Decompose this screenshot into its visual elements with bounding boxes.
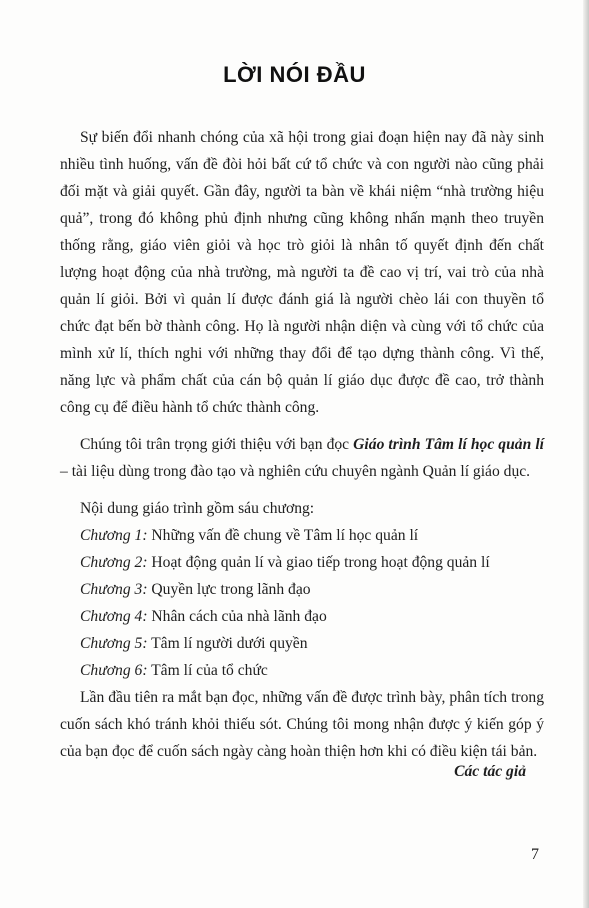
- chapter-label: Chương 1:: [80, 527, 148, 544]
- paragraph-introduction-book: [60, 431, 544, 485]
- paragraph-intro: Sự biến đổi nhanh chóng của xã hội trong giai đoạn hiện nay đã này sinh nhiều tình huống, vấn đề đòi hỏi bất cứ tổ chức và con người nào cũng phải đối mặt và giải quyết. Gần đây, người ta bàn về khái niệm “nhà trường hiệu quả”, trong đó không phủ định nhưng cũng không nhấn mạnh theo truyền thống rằng, giáo viên giỏi và học trò giỏi là nhân tố quyết định đến chất lượng hoạt động của nhà trường, mà người ta đề cao vị trí, vai trò của nhà quản lí giỏi. Bởi vì quản lí được đánh giá là người chèo lái con thuyền tổ chức đạt bến bờ thành công. Họ là người nhận diện và cùng với tổ chức của mình xử lí, thích nghi với những thay đổi để tạo dựng thành công. Vì thế, năng lực và phẩm chất của cán bộ quản lí giáo dục được đề cao, trở thành công cụ để điều hành tổ chức thành công.: [60, 129, 544, 416]
- chapter-label: Chương 4:: [80, 608, 148, 625]
- paragraph-closing: Lần đầu tiên ra mắt bạn đọc, những vấn đề được trình bày, phân tích trong cuốn sách khó tránh khỏi thiếu sót. Chúng tôi mong nhận được ý kiến góp ý của bạn đọc để cuốn sách ngày càng hoàn thiện hơn khi có điều kiện tái bản.: [60, 689, 544, 760]
- chapter-item: [80, 630, 544, 657]
- page-number: 7: [531, 846, 539, 863]
- chapter-title: Tâm lí người dưới quyền: [147, 635, 308, 652]
- chapter-item: [80, 576, 544, 603]
- signature: Các tác giả: [454, 763, 526, 780]
- page-title: LỜI NÓI ĐẦU: [223, 62, 366, 87]
- chapter-title: Những vấn đề chung về Tâm lí học quản lí: [147, 527, 419, 544]
- chapter-title: Nhân cách của nhà lãnh đạo: [147, 608, 327, 625]
- chapter-list-intro: Nội dung giáo trình gồm sáu chương:: [80, 500, 315, 517]
- chapter-item: [80, 522, 544, 549]
- chapter-list: [60, 522, 544, 684]
- chapter-label: Chương 6:: [80, 662, 148, 679]
- paragraph-text: – tài liệu dùng trong đào tạo và nghiên cứu chuyên ngành Quản lí giáo dục.: [60, 463, 531, 480]
- chapter-label: Chương 5:: [80, 635, 148, 652]
- chapter-item: [80, 549, 544, 576]
- chapter-title: Quyền lực trong lãnh đạo: [147, 581, 311, 598]
- chapter-title: Hoạt động quản lí và giao tiếp trong hoạt động quản lí: [147, 554, 490, 571]
- paragraph-text: Chúng tôi trân trọng giới thiệu với bạn đọc: [80, 436, 354, 453]
- chapter-label: Chương 2:: [80, 554, 148, 571]
- preface-body: [60, 124, 544, 765]
- chapter-item: [80, 657, 544, 684]
- chapter-title: Tâm lí của tổ chức: [147, 662, 268, 679]
- book-title: Giáo trình Tâm lí học quản lí: [353, 436, 544, 453]
- chapter-item: [80, 603, 544, 630]
- chapter-label: Chương 3:: [80, 581, 148, 598]
- page-edge-shadow: [583, 0, 589, 908]
